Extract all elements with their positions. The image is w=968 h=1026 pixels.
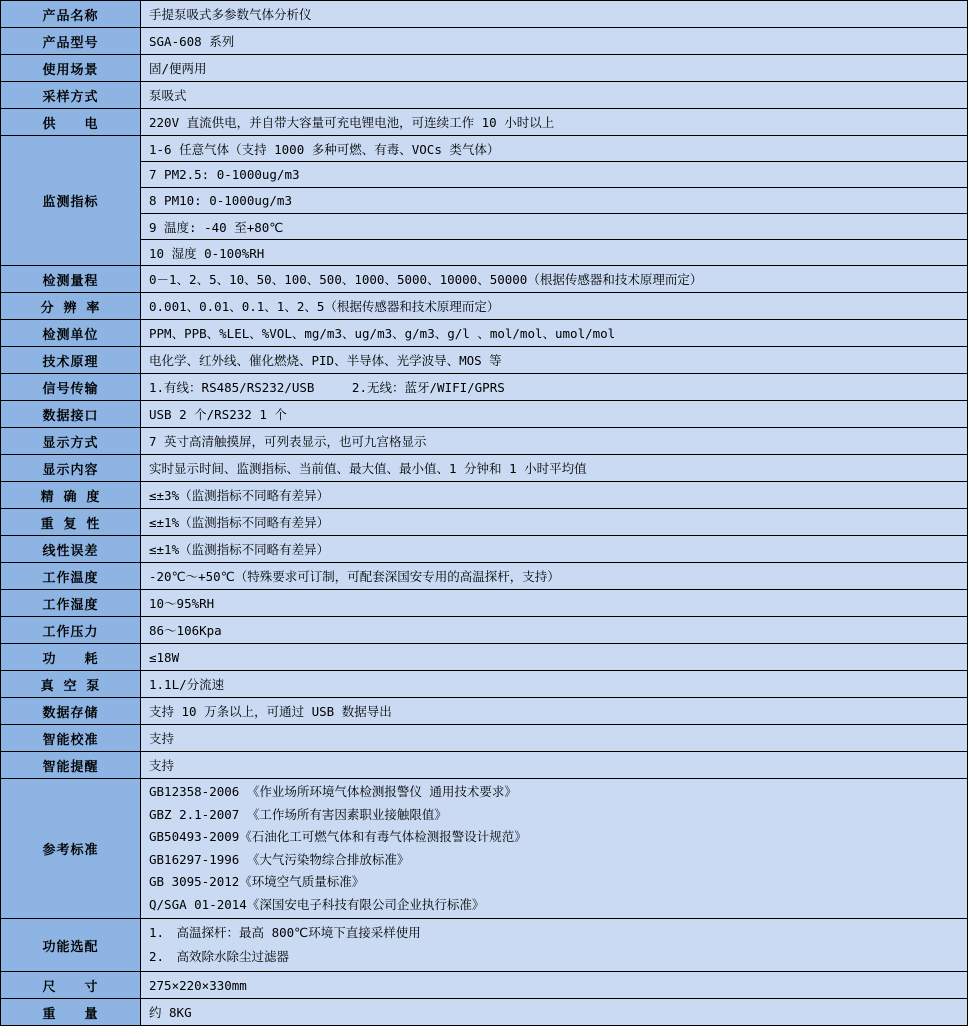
spec-value: USB 2 个/RS232 1 个 xyxy=(141,401,968,428)
spec-value: ≤±3%（监测指标不同略有差异） xyxy=(141,482,968,509)
spec-label: 工作压力 xyxy=(1,617,141,644)
table-row xyxy=(1,972,968,999)
spec-label: 产品型号 xyxy=(1,28,141,55)
spec-value: 86～106Kpa xyxy=(141,617,968,644)
spec-value: 支持 10 万条以上，可通过 USB 数据导出 xyxy=(141,698,968,725)
table-row xyxy=(1,188,968,214)
table-row xyxy=(1,752,968,779)
table-row xyxy=(1,28,968,55)
table-row xyxy=(1,266,968,293)
spec-label: 监测指标 xyxy=(1,136,141,266)
table-row xyxy=(1,55,968,82)
spec-value: 固/便两用 xyxy=(141,55,968,82)
spec-value-line: GB50493-2009《石油化工可燃气体和有毒气体检测报警设计规范》 xyxy=(149,829,527,844)
table-row xyxy=(1,109,968,136)
spec-value: ≤±1%（监测指标不同略有差异） xyxy=(141,536,968,563)
spec-label: 重 复 性 xyxy=(1,509,141,536)
spec-value: 8 PM10: 0-1000ug/m3 xyxy=(141,188,968,214)
table-row xyxy=(1,240,968,266)
table-row xyxy=(1,82,968,109)
spec-label: 技术原理 xyxy=(1,347,141,374)
spec-value: 实时显示时间、监测指标、当前值、最大值、最小值、1 分钟和 1 小时平均值 xyxy=(141,455,968,482)
spec-label: 检测单位 xyxy=(1,320,141,347)
spec-label: 信号传输 xyxy=(1,374,141,401)
table-row xyxy=(1,374,968,401)
spec-value: 10～95%RH xyxy=(141,590,968,617)
spec-value: 手提泵吸式多参数气体分析仪 xyxy=(141,1,968,28)
spec-label: 尺 寸 xyxy=(1,972,141,999)
spec-label: 重 量 xyxy=(1,999,141,1026)
spec-label: 数据存储 xyxy=(1,698,141,725)
table-row xyxy=(1,999,968,1026)
spec-value: 7 英寸高清触摸屏，可列表显示，也可九宫格显示 xyxy=(141,428,968,455)
spec-label: 采样方式 xyxy=(1,82,141,109)
spec-value: 1.有线：RS485/RS232/USB 2.无线：蓝牙/WIFI/GPRS xyxy=(141,374,968,401)
table-row xyxy=(1,401,968,428)
spec-label: 检测量程 xyxy=(1,266,141,293)
spec-value: 0－1、2、5、10、50、100、500、1000、5000、10000、50000（根据传感器和技术原理而定） xyxy=(141,266,968,293)
spec-label: 数据接口 xyxy=(1,401,141,428)
spec-label: 分 辨 率 xyxy=(1,293,141,320)
spec-label: 使用场景 xyxy=(1,55,141,82)
spec-label: 真 空 泵 xyxy=(1,671,141,698)
spec-value-line: 2. 高效除水除尘过滤器 xyxy=(149,949,290,964)
spec-value-line: 1. 高温探杆：最高 800℃环境下直接采样使用 xyxy=(149,925,421,940)
spec-value: 电化学、红外线、催化燃烧、PID、半导体、光学波导、MOS 等 xyxy=(141,347,968,374)
spec-value-line: GBZ 2.1-2007 《工作场所有害因素职业接触限值》 xyxy=(149,806,447,822)
spec-value: 275×220×330mm xyxy=(141,972,968,999)
table-row xyxy=(1,590,968,617)
spec-label: 显示内容 xyxy=(1,455,141,482)
table-row xyxy=(1,536,968,563)
table-row xyxy=(1,293,968,320)
spec-label: 工作温度 xyxy=(1,563,141,590)
spec-value: 10 湿度 0-100%RH xyxy=(141,240,968,266)
spec-value: 约 8KG xyxy=(141,999,968,1026)
spec-value: 泵吸式 xyxy=(141,82,968,109)
table-row xyxy=(1,617,968,644)
table-row xyxy=(1,779,968,919)
spec-value: ≤±1%（监测指标不同略有差异） xyxy=(141,509,968,536)
spec-value: 支持 xyxy=(141,752,968,779)
spec-value: -20℃～+50℃（特殊要求可订制，可配套深国安专用的高温探杆，支持） xyxy=(141,563,968,590)
spec-value-line: GB12358-2006 《作业场所环境气体检测报警仪 通用技术要求》 xyxy=(149,784,517,799)
spec-label: 精 确 度 xyxy=(1,482,141,509)
spec-label: 工作湿度 xyxy=(1,590,141,617)
spec-value: 7 PM2.5: 0-1000ug/m3 xyxy=(141,162,968,188)
spec-label: 显示方式 xyxy=(1,428,141,455)
spec-label: 线性误差 xyxy=(1,536,141,563)
spec-value: SGA-608 系列 xyxy=(141,28,968,55)
table-row xyxy=(1,482,968,509)
spec-value-line: GB16297-1996 《大气污染物综合排放标准》 xyxy=(149,851,410,867)
table-row xyxy=(1,162,968,188)
table-row xyxy=(1,509,968,536)
table-row xyxy=(1,214,968,240)
table-row xyxy=(1,563,968,590)
table-row xyxy=(1,698,968,725)
table-row xyxy=(1,136,968,162)
spec-label: 参考标准 xyxy=(1,779,141,919)
spec-value: 支持 xyxy=(141,725,968,752)
spec-value: PPM、PPB、%LEL、%VOL、mg/m3、ug/m3、g/m3、g/l 、mol/mol、umol/mol xyxy=(141,320,968,347)
spec-value: 9 温度: -40 至+80℃ xyxy=(141,214,968,240)
spec-label: 产品名称 xyxy=(1,1,141,28)
spec-value-line: Q/SGA 01-2014《深国安电子科技有限公司企业执行标准》 xyxy=(149,896,485,912)
spec-value xyxy=(141,779,968,919)
spec-table-body xyxy=(1,1,968,1026)
spec-label: 功 耗 xyxy=(1,644,141,671)
spec-value xyxy=(141,919,968,972)
spec-value: 1.1L/分流速 xyxy=(141,671,968,698)
spec-label: 供 电 xyxy=(1,109,141,136)
table-row xyxy=(1,671,968,698)
spec-label: 智能校准 xyxy=(1,725,141,752)
spec-label: 功能选配 xyxy=(1,919,141,972)
table-row xyxy=(1,919,968,972)
spec-value: 0.001、0.01、0.1、1、2、5（根据传感器和技术原理而定） xyxy=(141,293,968,320)
table-row xyxy=(1,644,968,671)
spec-value: 1-6 任意气体（支持 1000 多种可燃、有毒、VOCs 类气体） xyxy=(141,136,968,162)
table-row xyxy=(1,1,968,28)
table-row xyxy=(1,428,968,455)
table-row xyxy=(1,320,968,347)
table-row xyxy=(1,725,968,752)
spec-value-line: GB 3095-2012《环境空气质量标准》 xyxy=(149,874,365,889)
spec-value: ≤18W xyxy=(141,644,968,671)
spec-value: 220V 直流供电，并自带大容量可充电锂电池，可连续工作 10 小时以上 xyxy=(141,109,968,136)
table-row xyxy=(1,347,968,374)
table-row xyxy=(1,455,968,482)
spec-label: 智能提醒 xyxy=(1,752,141,779)
